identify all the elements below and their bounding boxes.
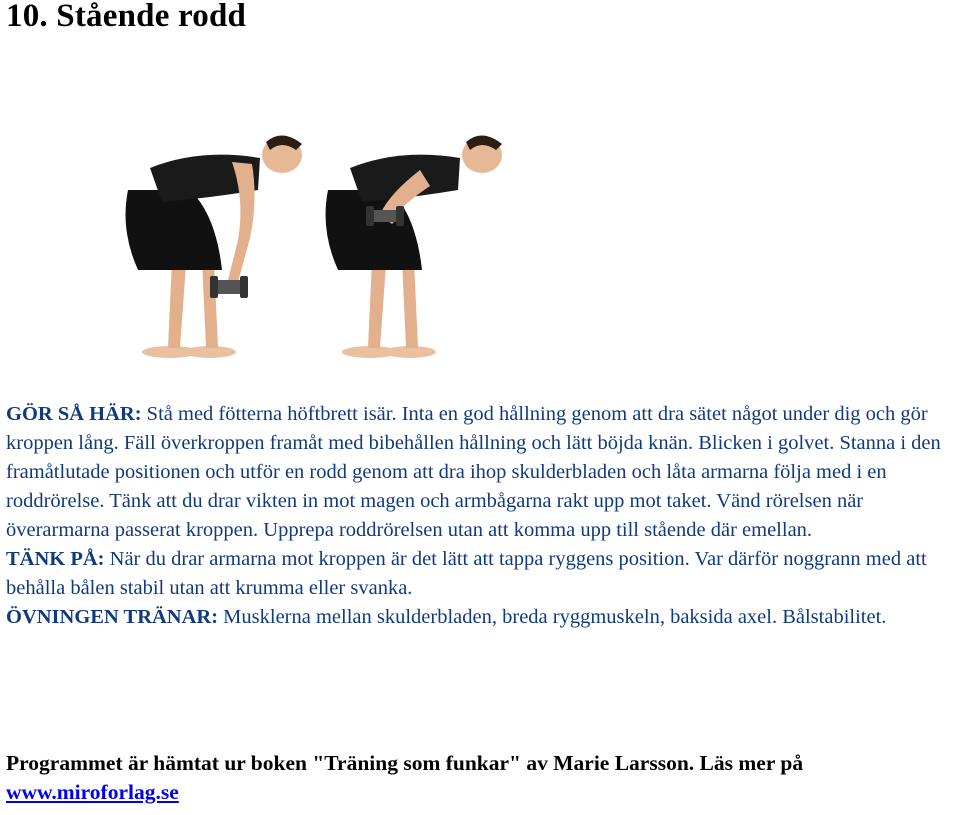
think-text: När du drar armarna mot kroppen är det lätt att tappa ryggens position. Var därför noggrann med att behålla bålen stabil utan att krumma eller svanka.: [6, 548, 927, 599]
instructions-text: [6, 400, 956, 632]
trains-text: Musklerna mellan skulderbladen, breda ryggmuskeln, baksida axel. Bålstabilitet.: [218, 606, 887, 628]
footer: [6, 749, 956, 807]
footer-text: Programmet är hämtat ur boken "Träning som funkar" av Marie Larsson. Läs mer på: [6, 751, 804, 775]
trains-label: ÖVNINGEN TRÄNAR:: [6, 606, 219, 628]
think-label: TÄNK PÅ:: [6, 548, 105, 570]
page-title: 10. Stående rodd: [6, 0, 247, 34]
figure-end-position: [326, 135, 502, 358]
figure-start-position: [126, 135, 302, 358]
exercise-figure: [110, 120, 530, 370]
publisher-link[interactable]: www.miroforlag.se: [6, 780, 179, 804]
how-label: GÖR SÅ HÄR:: [6, 403, 142, 425]
how-text: Stå med fötterna höftbrett isär. Inta en god hållning genom att dra sätet något under dig och gör kroppen lång. Fäll överkroppen framåt med bibehållen hållning och lätt böjda knän. Blicken i golvet. Stanna i den framåtlutade positionen och utför en rodd genom att dra ihop skulderbladen och låta armarna följa med i en roddrörelse. Tänk att du drar vikten in mot magen och armbågarna rakt upp mot taket. Vänd rörelsen när överarmarna passerat kroppen. Upprepa roddrörelsen utan att komma upp till stående där emellan.: [6, 403, 941, 541]
